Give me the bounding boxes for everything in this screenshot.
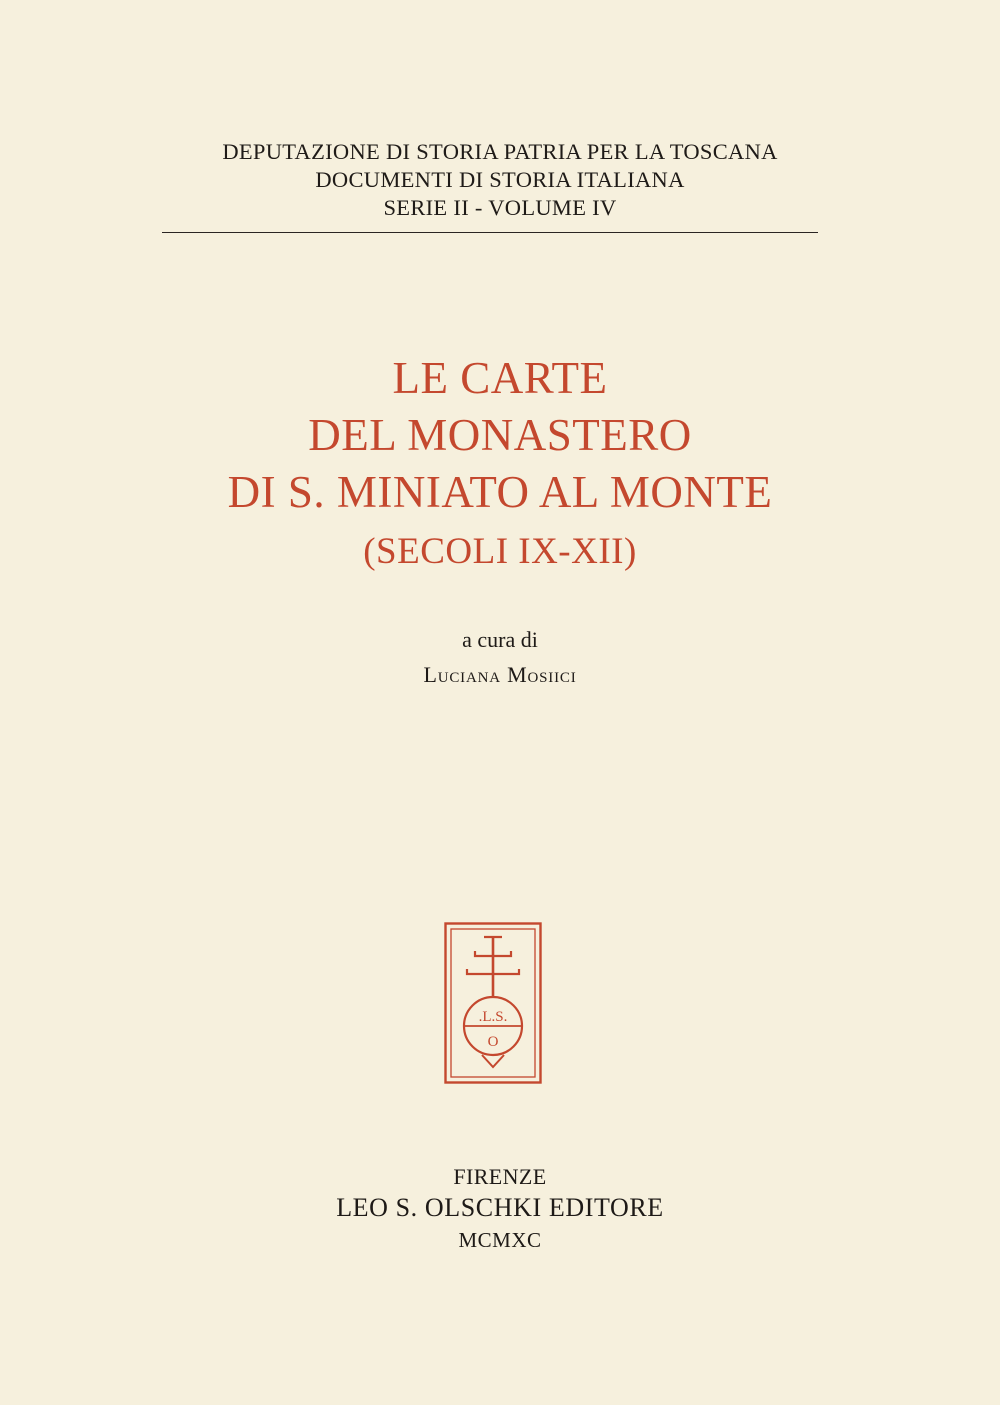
- book-title: [0, 350, 1000, 521]
- printer-mark-icon: [444, 922, 542, 1084]
- title-line-2: DEL MONASTERO: [308, 410, 692, 460]
- series-line-deputazione: DEPUTAZIONE DI STORIA PATRIA PER LA TOSCANA: [222, 139, 778, 164]
- printer-mark-letter-o: O: [487, 1034, 499, 1050]
- book-subtitle: (SECOLI IX-XII): [363, 531, 637, 572]
- title-line-1: LE CARTE: [392, 353, 608, 403]
- editor-intro: a cura di: [462, 627, 538, 652]
- publisher-block: [0, 1163, 1000, 1255]
- series-line-documenti: DOCUMENTI DI STORIA ITALIANA: [315, 167, 685, 192]
- publication-year: MCMXC: [458, 1228, 542, 1252]
- publisher-name: LEO S. OLSCHKI EDITORE: [336, 1193, 664, 1222]
- series-heading: [0, 138, 1000, 222]
- editor-name: Luciana Mosiici: [423, 662, 577, 687]
- printer-mark-letters: .L.S.: [478, 1009, 508, 1025]
- horizontal-rule: [162, 232, 818, 233]
- title-line-3: DI S. MINIATO AL MONTE: [227, 467, 773, 517]
- publisher-city: FIRENZE: [453, 1164, 547, 1189]
- series-line-volume: SERIE II - VOLUME IV: [383, 195, 617, 220]
